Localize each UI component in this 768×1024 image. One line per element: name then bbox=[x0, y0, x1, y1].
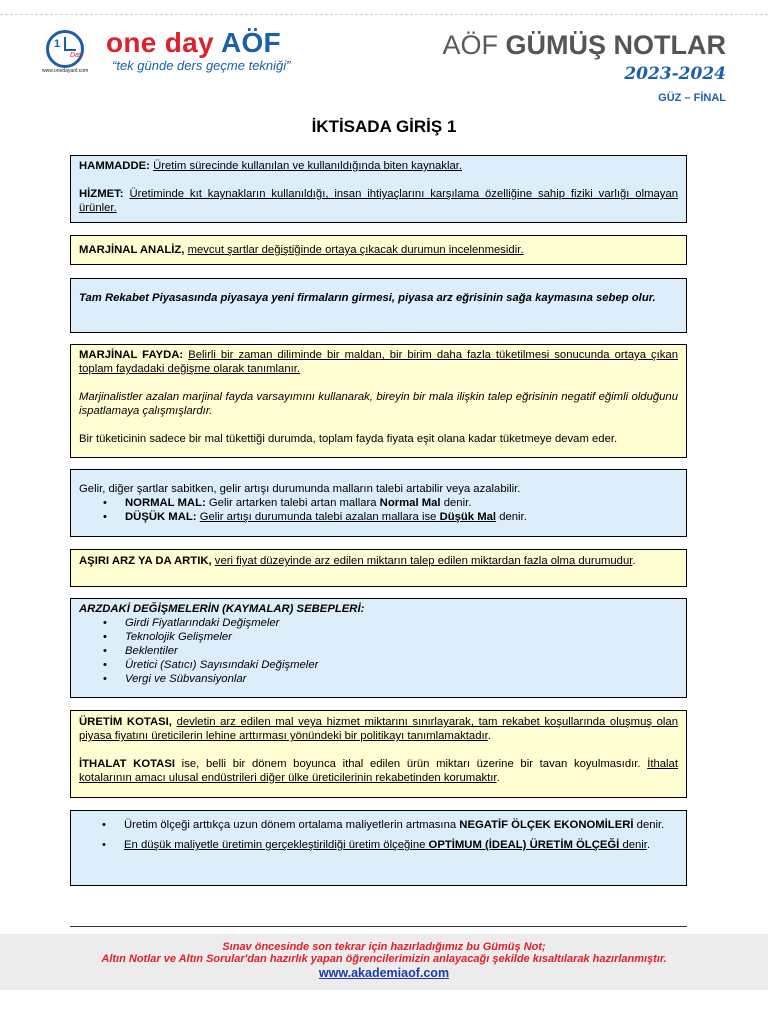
bold-optimum-olcek: OPTİMUM (İDEAL) ÜRETİM ÖLÇEĞİ bbox=[428, 839, 620, 851]
list-item-normal-mal bbox=[125, 496, 678, 510]
definition-hizmet bbox=[79, 187, 678, 215]
logo-day-text: Day bbox=[70, 52, 83, 59]
slogan: “tek günde ders geçme tekniği” bbox=[112, 58, 291, 73]
def-ithalat-kotasi-amac: İthalat kotalarının amacı ulusal endüstrileri diğer ülke üreticilerinin rekabetinden korumaktır bbox=[79, 758, 678, 784]
top-dashed-line bbox=[0, 14, 768, 15]
list-item: • Vergi ve Sübvansiyonlar bbox=[125, 672, 678, 686]
arz-sebepleri-list bbox=[79, 616, 678, 686]
definition-box-mal-turleri bbox=[70, 469, 687, 537]
term-hizmet: HİZMET: bbox=[79, 188, 124, 200]
note-marjinalistler: Marjinalistler azalan marjinal fayda varsayımını kullanarak, bireyin bir mala ilişkin talep eğrisinin negatif eğimli olduğunu ispatlamaya çalışmışlardır. bbox=[79, 391, 678, 417]
definition-ithalat-kotasi bbox=[79, 757, 678, 785]
page-title: İKTİSADA GİRİŞ 1 bbox=[311, 117, 457, 136]
header-term: GÜZ – FİNAL bbox=[658, 92, 726, 104]
term-asiri-arz: AŞIRI ARZ YA DA ARTIK, bbox=[79, 555, 212, 567]
def-optimum-olcek bbox=[124, 839, 647, 851]
end-normal-mal: denir. bbox=[440, 497, 472, 509]
end-ithalat-kotasi: . bbox=[496, 772, 500, 784]
definition-marjinal-fayda bbox=[79, 348, 678, 376]
footer-website-link[interactable]: www.akademiaof.com bbox=[318, 966, 450, 980]
list-item: • Girdi Fiyatlarındaki Değişmeler bbox=[125, 616, 678, 630]
def-optimum-olcek-text: En düşük maliyetle üretimin gerçekleştirildiği üretim ölçeğine bbox=[124, 839, 429, 851]
brand-name bbox=[106, 27, 281, 59]
end-dusuk-mal: denir. bbox=[496, 511, 527, 523]
term-uretim-kotasi: ÜRETİM KOTASI, bbox=[79, 716, 172, 728]
list-item-optimum-olcek bbox=[124, 838, 678, 852]
logo-url: www.onedayaof.com bbox=[42, 68, 89, 74]
term-dusuk-mal: DÜŞÜK MAL: bbox=[125, 511, 197, 523]
clock-logo-icon bbox=[46, 30, 84, 68]
note-tam-rekabet: Tam Rekabet Piyasasında piyasaya yeni firmaların girmesi, piyasa arz eğrisinin sağa kaymasına sebep olur. bbox=[79, 292, 656, 304]
def-ithalat-kotasi: ise, belli bir dönem boyunca ithal edilen ürün miktarı üzerine bir tavan koyulmasıdır. bbox=[175, 758, 648, 770]
list-item: • Teknolojik Gelişmeler bbox=[125, 630, 678, 644]
def-dusuk-mal-text: Gelir artışı durumunda talebi azalan mallara ise bbox=[199, 511, 440, 523]
def-hizmet: Üretiminde kıt kaynakların kullanıldığı, insan ihtiyaçlarını karşılama özelliğine sahip fiziki varlığı olmayan ürünler. bbox=[79, 188, 679, 214]
term-hammadde: HAMMADDE: bbox=[79, 160, 150, 172]
header-title-light: AÖF bbox=[442, 30, 506, 60]
term-normal-mal: NORMAL MAL: bbox=[125, 497, 206, 509]
list-item: • Beklentiler bbox=[125, 644, 678, 658]
mal-intro: Gelir, diğer şartlar sabitken, gelir artışı durumunda malların talebi artabilir veya azalabilir. bbox=[79, 483, 521, 495]
end-uretim-kotasi: . bbox=[487, 730, 491, 742]
footer bbox=[0, 934, 768, 990]
definition-uretim-kotasi bbox=[79, 715, 678, 743]
end-negatif-olcek: denir. bbox=[633, 819, 665, 831]
definition-box-marjinal-analiz bbox=[70, 235, 687, 265]
bold-normal-mal: Normal Mal bbox=[379, 497, 441, 509]
header-title-bold: GÜMÜŞ NOTLAR bbox=[505, 30, 726, 60]
olcek-list bbox=[79, 818, 678, 852]
dot-optimum-olcek: . bbox=[646, 839, 651, 851]
def-asiri-arz: veri fiyat düzeyinde arz edilen miktarın talep edilen miktardan fazla olma durumudur bbox=[214, 555, 633, 567]
logo-digit: 1 bbox=[54, 38, 61, 50]
note-tuketici: Bir tüketicinin sadece bir mal tükettiği durumda, toplam fayda fiyata eşit olana kadar tüketmeye devam eder. bbox=[79, 433, 618, 445]
def-dusuk-mal bbox=[200, 511, 496, 523]
definition-box-marjinal-fayda bbox=[70, 344, 687, 458]
header-title bbox=[443, 30, 727, 61]
definition-marjinal-analiz bbox=[79, 243, 678, 257]
definition-box-kotalar bbox=[70, 710, 687, 798]
list-item-negatif-olcek bbox=[124, 818, 678, 832]
brand-accent: AÖF bbox=[220, 27, 281, 58]
definition-asiri-arz bbox=[79, 554, 678, 568]
arz-sebepleri-title: ARZDAKİ DEĞİŞMELERİN (KAYMALAR) SEBEPLERİ: bbox=[79, 603, 365, 615]
def-marjinal-analiz: mevcut şartlar değiştiğinde ortaya çıkacak durumun incelenmesidir. bbox=[187, 244, 524, 256]
def-normal-mal: Gelir artarken talebi artan mallara bbox=[205, 497, 380, 509]
bold-negatif-olcek: NEGATİF ÖLÇEK EKONOMİLERİ bbox=[459, 819, 634, 831]
def-hammadde: Üretim sürecinde kullanılan ve kullanıldığında biten kaynaklar. bbox=[153, 160, 463, 172]
term-marjinal-fayda: MARJİNAL FAYDA: bbox=[79, 349, 184, 361]
def-uretim-kotasi: devletin arz edilen mal veya hizmet miktarını sınırlayarak, tam rekabet koşullarında oluşmuş olan piyasa fiyatını üreticilerin lehine arttırması yönündeki bir politikayı tanımlamaktadır bbox=[79, 716, 678, 742]
definition-hammadde bbox=[79, 159, 678, 173]
bold-dusuk-mal: Düşük Mal bbox=[439, 511, 497, 523]
list-item-dusuk-mal bbox=[125, 510, 678, 524]
term-ithalat-kotasi: İTHALAT KOTASI bbox=[79, 758, 175, 770]
footer-line-1: Sınav öncesinde son tekrar için hazırladığımız bu Gümüş Not; bbox=[222, 941, 546, 953]
footer-separator bbox=[70, 926, 687, 927]
term-marjinal-analiz: MARJİNAL ANALİZ, bbox=[79, 244, 185, 256]
note-box-tam-rekabet bbox=[70, 278, 687, 333]
list-box-olcek bbox=[70, 810, 687, 886]
list-item: • Üretici (Satıcı) Sayısındaki Değişmeler bbox=[125, 658, 678, 672]
def-negatif-olcek: Üretim ölçeği arttıkça uzun dönem ortalama maliyetlerin artmasına bbox=[124, 819, 460, 831]
mal-list bbox=[79, 496, 678, 524]
definition-box-hammadde-hizmet bbox=[70, 155, 687, 223]
end-optimum-olcek: denir bbox=[622, 839, 647, 851]
def-marjinal-fayda: Belirli bir zaman diliminde bir maldan, bir birim daha fazla tüketilmesi sonucunda ortaya çıkan toplam faydadaki değişme olarak tanımlanır. bbox=[79, 349, 678, 375]
definition-box-asiri-arz bbox=[70, 549, 687, 587]
list-box-arz-sebepleri bbox=[70, 598, 687, 698]
end-asiri-arz: . bbox=[632, 555, 636, 567]
brand-main: one day bbox=[106, 27, 221, 58]
header-year: 2023-2024 bbox=[624, 64, 726, 84]
footer-line-2: Altın Notlar ve Altın Sorular'dan hazırlık yapan öğrencilerimizin anlayacağı şekilde kısaltılarak hazırlanmıştır. bbox=[101, 953, 667, 965]
